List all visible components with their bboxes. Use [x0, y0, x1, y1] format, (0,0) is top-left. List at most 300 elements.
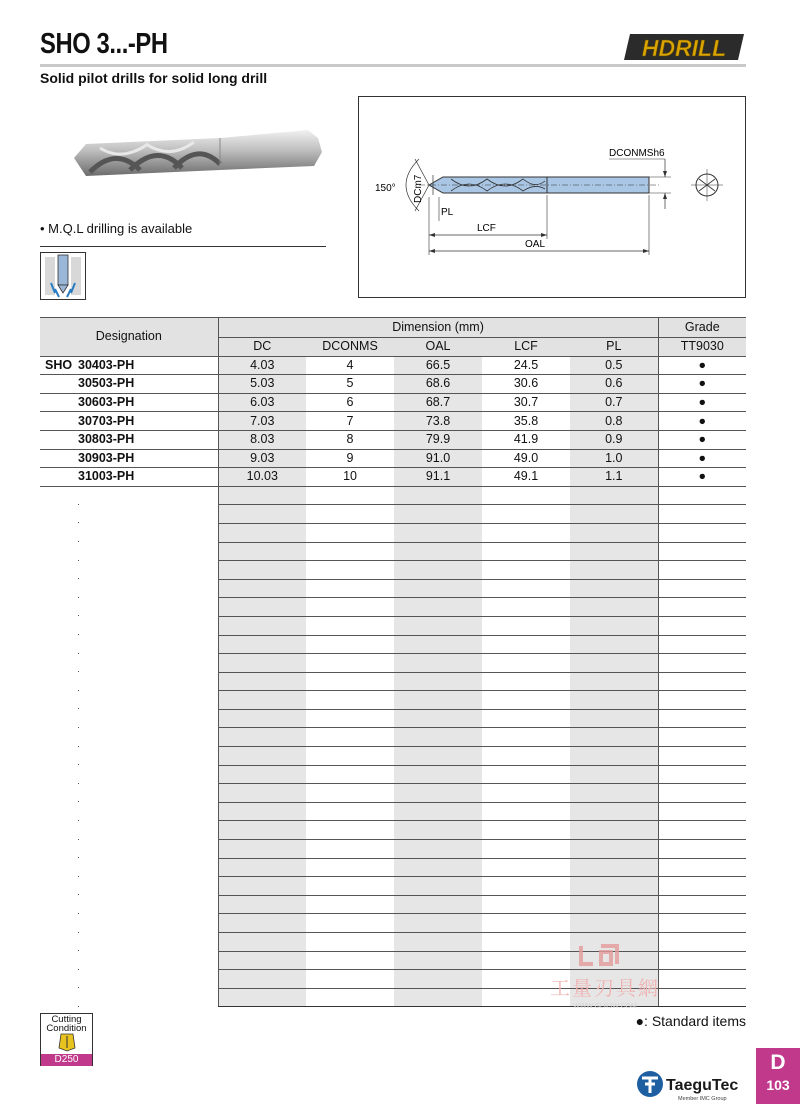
- cell-pl: [570, 505, 658, 524]
- designation-cell: [40, 802, 218, 821]
- cell-dc: [218, 970, 306, 989]
- designation-code: 30503-PH: [78, 376, 135, 391]
- cell-pl: [570, 784, 658, 803]
- cell-grade: [658, 523, 746, 542]
- cell-grade: [658, 802, 746, 821]
- blank-row: [40, 821, 746, 840]
- cell-lcf: [482, 802, 570, 821]
- cell-dconms: [306, 970, 394, 989]
- cell-lcf: [482, 635, 570, 654]
- dimension-header: Dimension (mm): [218, 318, 658, 338]
- cell-oal: [394, 505, 482, 524]
- cell-pl: 1.0: [570, 449, 658, 468]
- designation-cell: [40, 709, 218, 728]
- cell-oal: 91.0: [394, 449, 482, 468]
- cell-dc: 5.03: [218, 375, 306, 394]
- cell-oal: [394, 933, 482, 952]
- cell-lcf: 30.7: [482, 393, 570, 412]
- cell-lcf: [482, 598, 570, 617]
- page-title: SHO 3...-PH: [40, 28, 168, 60]
- cell-dc: [218, 747, 306, 766]
- col-header-dc: DC: [218, 338, 306, 357]
- cell-dconms: [306, 802, 394, 821]
- cell-grade: [658, 821, 746, 840]
- cell-lcf: 24.5: [482, 356, 570, 375]
- table-row: [40, 356, 746, 375]
- cell-dconms: [306, 765, 394, 784]
- cell-pl: [570, 858, 658, 877]
- cell-lcf: [482, 821, 570, 840]
- cell-oal: [394, 709, 482, 728]
- designation-cell: [40, 988, 218, 1007]
- col-header-dconms: DCONMS: [306, 338, 394, 357]
- cell-dc: 8.03: [218, 430, 306, 449]
- cell-oal: 73.8: [394, 412, 482, 431]
- mql-note: • M.Q.L drilling is available: [40, 221, 193, 236]
- cell-dconms: [306, 747, 394, 766]
- designation-header: Designation: [40, 318, 218, 357]
- blank-row: [40, 598, 746, 617]
- cell-dc: [218, 951, 306, 970]
- designation-cell: [40, 784, 218, 803]
- blank-row: [40, 728, 746, 747]
- cell-dc: [218, 486, 306, 505]
- cell-dconms: [306, 486, 394, 505]
- cell-oal: [394, 616, 482, 635]
- cell-dc: [218, 914, 306, 933]
- table-row: [40, 430, 746, 449]
- cell-lcf: [482, 505, 570, 524]
- cell-oal: [394, 914, 482, 933]
- cell-grade: [658, 784, 746, 803]
- designation-cell: [40, 542, 218, 561]
- cell-pl: [570, 635, 658, 654]
- cell-oal: [394, 951, 482, 970]
- pl-label: PL: [441, 207, 454, 218]
- cell-pl: [570, 840, 658, 859]
- hdrill-logo-text: HDRILL: [641, 35, 727, 61]
- designation-cell: [40, 877, 218, 896]
- cell-dconms: [306, 784, 394, 803]
- cell-dconms: [306, 579, 394, 598]
- lcf-label: LCF: [477, 223, 496, 234]
- table-row: [40, 412, 746, 431]
- cell-pl: [570, 486, 658, 505]
- cell-dconms: [306, 988, 394, 1007]
- cell-dconms: 5: [306, 375, 394, 394]
- cell-pl: [570, 654, 658, 673]
- blank-row: [40, 616, 746, 635]
- cell-oal: [394, 840, 482, 859]
- cell-dconms: 9: [306, 449, 394, 468]
- blank-row: [40, 654, 746, 673]
- maker-name: TaeguTec: [666, 1077, 739, 1094]
- cell-grade: [658, 914, 746, 933]
- blank-row: [40, 747, 746, 766]
- designation-cell: [40, 598, 218, 617]
- cell-lcf: [482, 561, 570, 580]
- blank-row: [40, 542, 746, 561]
- cell-dconms: [306, 561, 394, 580]
- blank-row: [40, 486, 746, 505]
- cell-grade: ●: [658, 468, 746, 487]
- cell-oal: [394, 747, 482, 766]
- cell-dc: [218, 579, 306, 598]
- designation-cell: [40, 691, 218, 710]
- cutting-condition-label: Cutting Condition: [46, 1014, 87, 1034]
- designation-cell: [40, 430, 218, 449]
- designation-code: 30603-PH: [78, 395, 135, 410]
- cell-lcf: [482, 579, 570, 598]
- designation-cell: [40, 523, 218, 542]
- cell-dconms: [306, 728, 394, 747]
- cell-dconms: [306, 672, 394, 691]
- cell-lcf: [482, 728, 570, 747]
- designation-code: 30903-PH: [78, 450, 135, 465]
- cell-oal: [394, 523, 482, 542]
- blank-row: [40, 635, 746, 654]
- designation-cell: [40, 579, 218, 598]
- cell-grade: ●: [658, 430, 746, 449]
- cell-dc: [218, 635, 306, 654]
- cell-dconms: [306, 654, 394, 673]
- cell-grade: [658, 542, 746, 561]
- dc-label: DCm7: [413, 174, 424, 203]
- designation-cell: [40, 728, 218, 747]
- designation-cell: [40, 970, 218, 989]
- cell-dconms: [306, 895, 394, 914]
- cell-dc: [218, 598, 306, 617]
- cell-grade: [658, 747, 746, 766]
- cell-pl: [570, 598, 658, 617]
- cell-dconms: [306, 840, 394, 859]
- cell-dc: [218, 728, 306, 747]
- designation-cell: [40, 393, 218, 412]
- cell-dc: [218, 672, 306, 691]
- cell-pl: [570, 765, 658, 784]
- cell-lcf: 35.8: [482, 412, 570, 431]
- title-divider: [40, 64, 746, 67]
- dconms-label: DCONMSh6: [609, 148, 665, 159]
- cell-pl: [570, 709, 658, 728]
- drill-photo: [70, 118, 326, 195]
- cell-oal: 79.9: [394, 430, 482, 449]
- designation-prefix: SHO: [45, 357, 73, 372]
- cell-dconms: [306, 914, 394, 933]
- cell-dconms: [306, 635, 394, 654]
- cell-dconms: 4: [306, 356, 394, 375]
- designation-cell: [40, 356, 218, 375]
- angle-label: 150°: [375, 183, 396, 194]
- cell-dc: [218, 840, 306, 859]
- cell-pl: [570, 691, 658, 710]
- cell-grade: [658, 709, 746, 728]
- blank-row: [40, 765, 746, 784]
- cell-lcf: [482, 895, 570, 914]
- cell-dc: 6.03: [218, 393, 306, 412]
- cell-oal: [394, 765, 482, 784]
- cell-pl: [570, 895, 658, 914]
- designation-cell: [40, 672, 218, 691]
- cell-dc: [218, 523, 306, 542]
- cell-dc: [218, 765, 306, 784]
- cell-pl: [570, 542, 658, 561]
- cell-pl: [570, 616, 658, 635]
- cell-grade: ●: [658, 356, 746, 375]
- blank-row: [40, 505, 746, 524]
- cell-oal: 66.5: [394, 356, 482, 375]
- page-number: 103: [766, 1077, 790, 1093]
- blank-row: [40, 561, 746, 580]
- site-watermark: [535, 942, 675, 1017]
- maker-tagline: Member IMC Group: [678, 1096, 727, 1102]
- cell-grade: [658, 598, 746, 617]
- blank-row: [40, 840, 746, 859]
- cell-dconms: 7: [306, 412, 394, 431]
- cell-grade: ●: [658, 449, 746, 468]
- designation-cell: [40, 449, 218, 468]
- cell-pl: 1.1: [570, 468, 658, 487]
- page-subtitle: Solid pilot drills for solid long drill: [40, 70, 268, 86]
- table-row: [40, 375, 746, 394]
- cell-oal: [394, 579, 482, 598]
- cell-pl: [570, 561, 658, 580]
- cell-dconms: [306, 598, 394, 617]
- cell-grade: [658, 765, 746, 784]
- designation-cell: [40, 840, 218, 859]
- cell-dconms: [306, 709, 394, 728]
- cell-dconms: [306, 505, 394, 524]
- cell-grade: [658, 616, 746, 635]
- cell-grade: [658, 654, 746, 673]
- cell-grade: [658, 691, 746, 710]
- mql-coolant-icon: [40, 252, 86, 300]
- blank-row: [40, 784, 746, 803]
- cell-grade: [658, 840, 746, 859]
- cell-dc: [218, 542, 306, 561]
- blank-row: [40, 914, 746, 933]
- designation-cell: [40, 914, 218, 933]
- cutting-condition-code: D250: [41, 1054, 92, 1066]
- cell-oal: [394, 821, 482, 840]
- cell-oal: 91.1: [394, 468, 482, 487]
- cell-dc: [218, 988, 306, 1007]
- cell-oal: [394, 895, 482, 914]
- watermark-text: 工量刃具網: [550, 976, 660, 1000]
- standard-items-legend: ●: Standard items: [635, 1013, 746, 1029]
- cell-lcf: [482, 672, 570, 691]
- table-row: [40, 468, 746, 487]
- cell-lcf: [482, 914, 570, 933]
- cell-oal: [394, 877, 482, 896]
- cell-dconms: [306, 951, 394, 970]
- cell-pl: 0.5: [570, 356, 658, 375]
- designation-cell: [40, 635, 218, 654]
- designation-code: 30703-PH: [78, 413, 135, 428]
- cell-dc: [218, 858, 306, 877]
- cell-grade: [658, 858, 746, 877]
- cell-grade: [658, 635, 746, 654]
- cell-dc: [218, 691, 306, 710]
- note-divider: [40, 246, 326, 247]
- cell-lcf: [482, 877, 570, 896]
- cell-oal: [394, 988, 482, 1007]
- cell-oal: [394, 486, 482, 505]
- cell-oal: [394, 858, 482, 877]
- cell-dc: [218, 654, 306, 673]
- cell-lcf: [482, 654, 570, 673]
- designation-cell: [40, 951, 218, 970]
- cell-oal: [394, 598, 482, 617]
- cell-grade: [658, 672, 746, 691]
- cell-oal: [394, 635, 482, 654]
- cell-dconms: [306, 821, 394, 840]
- cell-oal: 68.7: [394, 393, 482, 412]
- cell-dc: [218, 616, 306, 635]
- cell-dconms: [306, 691, 394, 710]
- blank-row: [40, 709, 746, 728]
- cell-dc: [218, 709, 306, 728]
- cell-grade: ●: [658, 412, 746, 431]
- cell-dconms: [306, 933, 394, 952]
- designation-cell: [40, 412, 218, 431]
- cell-oal: [394, 672, 482, 691]
- cell-dconms: [306, 542, 394, 561]
- cell-lcf: [482, 523, 570, 542]
- cell-lcf: [482, 858, 570, 877]
- cell-dc: 9.03: [218, 449, 306, 468]
- tool-holder-icon: [57, 1032, 77, 1052]
- cell-dc: [218, 802, 306, 821]
- cell-dc: 7.03: [218, 412, 306, 431]
- cell-grade: [658, 579, 746, 598]
- cell-oal: [394, 802, 482, 821]
- oal-label: OAL: [525, 239, 546, 250]
- designation-cell: [40, 654, 218, 673]
- cell-lcf: 41.9: [482, 430, 570, 449]
- cell-pl: [570, 747, 658, 766]
- designation-cell: [40, 765, 218, 784]
- cell-pl: [570, 523, 658, 542]
- cell-pl: 0.8: [570, 412, 658, 431]
- cell-dconms: 10: [306, 468, 394, 487]
- cell-lcf: [482, 616, 570, 635]
- cell-pl: 0.9: [570, 430, 658, 449]
- cell-dc: [218, 505, 306, 524]
- cell-lcf: [482, 691, 570, 710]
- designation-cell: [40, 561, 218, 580]
- table-row: [40, 449, 746, 468]
- cell-lcf: [482, 709, 570, 728]
- blank-row: [40, 858, 746, 877]
- designation-cell: [40, 933, 218, 952]
- cell-grade: [658, 505, 746, 524]
- dimensions-table: [40, 317, 746, 1007]
- cell-oal: [394, 654, 482, 673]
- designation-code: 31003-PH: [78, 469, 135, 484]
- designation-cell: [40, 486, 218, 505]
- cell-dc: [218, 821, 306, 840]
- cell-pl: [570, 672, 658, 691]
- cell-grade: ●: [658, 393, 746, 412]
- designation-code: 30803-PH: [78, 432, 135, 447]
- blank-row: [40, 672, 746, 691]
- grade-header: Grade: [658, 318, 746, 338]
- cell-oal: [394, 561, 482, 580]
- designation-cell: [40, 895, 218, 914]
- cell-lcf: [482, 486, 570, 505]
- cell-dconms: [306, 877, 394, 896]
- watermark-url: WWW.GLRJW.COM: [573, 1003, 637, 1010]
- cell-oal: [394, 970, 482, 989]
- cell-dc: [218, 933, 306, 952]
- designation-cell: [40, 821, 218, 840]
- cell-grade: [658, 486, 746, 505]
- cell-dc: [218, 561, 306, 580]
- cell-pl: [570, 821, 658, 840]
- col-header-lcf: LCF: [482, 338, 570, 357]
- cell-lcf: [482, 784, 570, 803]
- table-row: [40, 393, 746, 412]
- blank-row: [40, 691, 746, 710]
- cell-grade: [658, 895, 746, 914]
- blank-row: [40, 579, 746, 598]
- cell-dconms: [306, 858, 394, 877]
- cell-grade: [658, 561, 746, 580]
- cell-oal: [394, 691, 482, 710]
- designation-cell: [40, 747, 218, 766]
- cell-lcf: [482, 747, 570, 766]
- col-header-pl: PL: [570, 338, 658, 357]
- cell-lcf: 30.6: [482, 375, 570, 394]
- cell-dconms: 6: [306, 393, 394, 412]
- designation-cell: [40, 468, 218, 487]
- cell-grade: [658, 877, 746, 896]
- cell-lcf: 49.1: [482, 468, 570, 487]
- cell-pl: [570, 579, 658, 598]
- designation-cell: [40, 616, 218, 635]
- cell-oal: [394, 542, 482, 561]
- cell-pl: [570, 877, 658, 896]
- designation-cell: [40, 375, 218, 394]
- blank-row: [40, 877, 746, 896]
- cell-grade: [658, 728, 746, 747]
- blank-row: [40, 802, 746, 821]
- cell-oal: [394, 784, 482, 803]
- cell-lcf: [482, 765, 570, 784]
- cell-pl: [570, 914, 658, 933]
- cell-dc: 4.03: [218, 356, 306, 375]
- cell-dconms: [306, 616, 394, 635]
- technical-drawing: [358, 96, 746, 298]
- cell-dc: [218, 877, 306, 896]
- cell-dc: [218, 784, 306, 803]
- cell-dc: 10.03: [218, 468, 306, 487]
- cell-dc: [218, 895, 306, 914]
- cell-pl: 0.7: [570, 393, 658, 412]
- cell-pl: 0.6: [570, 375, 658, 394]
- section-tab: [756, 1048, 800, 1104]
- designation-cell: [40, 858, 218, 877]
- cutting-condition-icon: [40, 1013, 93, 1066]
- blank-row: [40, 895, 746, 914]
- cell-dconms: 8: [306, 430, 394, 449]
- designation-code: 30403-PH: [78, 357, 135, 372]
- col-header-grade: TT9030: [658, 338, 746, 357]
- section-letter: D: [770, 1051, 786, 1074]
- cell-lcf: 49.0: [482, 449, 570, 468]
- col-header-oal: OAL: [394, 338, 482, 357]
